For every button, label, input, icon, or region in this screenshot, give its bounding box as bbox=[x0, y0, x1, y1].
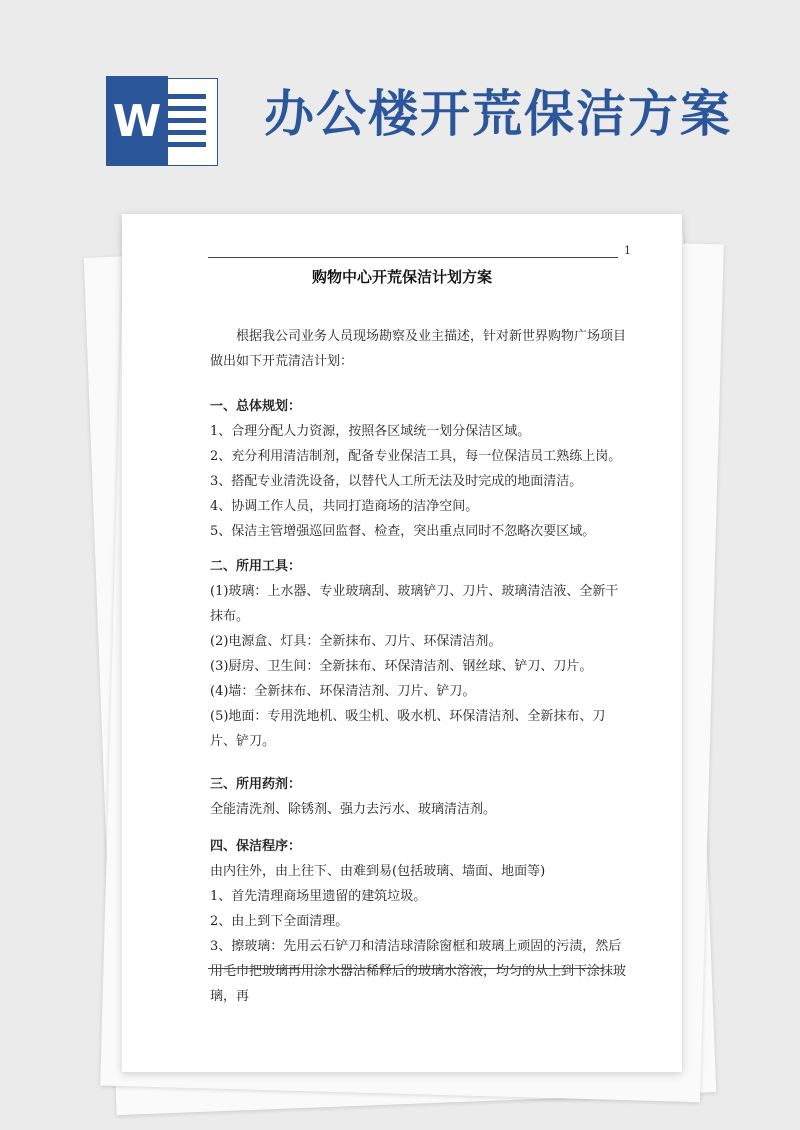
list-item: 2、由上到下全面清理。 bbox=[210, 914, 349, 929]
section-overall-plan bbox=[210, 394, 630, 544]
section-heading: 一、总体规划： bbox=[210, 399, 302, 414]
word-document-icon bbox=[106, 76, 218, 166]
page-number: 1 bbox=[624, 244, 631, 257]
footer-rule bbox=[208, 968, 604, 969]
list-item: 4、协调工作人员，共同打造商场的洁净空间。 bbox=[210, 499, 479, 514]
header-rule bbox=[208, 257, 618, 258]
list-item: 3、搭配专业清洗设备，以替代人工所无法及时完成的地面清洁。 bbox=[210, 474, 583, 489]
list-item: 5、保洁主管增强巡回监督、检查，突出重点同时不忽略次要区域。 bbox=[210, 524, 596, 539]
section-tools bbox=[210, 554, 630, 754]
section-heading: 三、所用药剂： bbox=[210, 777, 302, 792]
banner-title: 办公楼开荒保洁方案 bbox=[264, 85, 732, 143]
document-title: 购物中心开荒保洁计划方案 bbox=[311, 268, 492, 286]
list-item: 3、擦玻璃：先用云石铲刀和清洁球清除窗框和玻璃上顽固的污渍，然后用毛巾把玻璃再用涂水器沾稀释后的玻璃水溶液，均匀的从上到下涂抹玻璃，再 bbox=[210, 939, 627, 1004]
document-page bbox=[122, 214, 682, 1072]
list-item: 由内往外，由上往下、由难到易(包括玻璃、墙面、地面等) bbox=[210, 864, 546, 879]
list-item: 全能清洗剂、除锈剂、强力去污水、玻璃清洁剂。 bbox=[210, 802, 497, 817]
list-item: (3)厨房、卫生间：全新抹布、环保清洁剂、钢丝球、铲刀、刀片。 bbox=[210, 659, 593, 674]
section-procedure bbox=[210, 834, 630, 1009]
intro-text: 根据我公司业务人员现场勘察及业主描述，针对新世界购物广场项目做出如下开荒清洁计划： bbox=[210, 329, 627, 369]
list-item: (2)电源盒、灯具：全新抹布、刀片、环保清洁剂。 bbox=[210, 634, 502, 649]
section-heading: 二、所用工具： bbox=[210, 559, 302, 574]
list-item: 1、合理分配人力资源，按照各区域统一划分保洁区域。 bbox=[210, 424, 531, 439]
intro-paragraph bbox=[210, 324, 630, 374]
list-item: (5)地面：专用洗地机、吸尘机、吸水机、环保清洁剂、全新抹布、刀片、铲刀。 bbox=[210, 709, 606, 749]
section-heading: 四、保洁程序： bbox=[210, 839, 302, 854]
list-item: (4)墙：全新抹布、环保清洁剂、刀片、铲刀。 bbox=[210, 684, 476, 699]
section-chemicals bbox=[210, 772, 630, 822]
header bbox=[0, 0, 800, 200]
logo-letter: W bbox=[106, 76, 168, 166]
list-item: (1)玻璃：上水器、专业玻璃刮、玻璃铲刀、刀片、玻璃清洁液、全新干抹布。 bbox=[210, 584, 619, 624]
list-item: 1、首先清理商场里遗留的建筑垃圾。 bbox=[210, 889, 427, 904]
list-item: 2、充分利用清洁制剂，配备专业保洁工具，每一位保洁员工熟练上岗。 bbox=[210, 449, 622, 464]
